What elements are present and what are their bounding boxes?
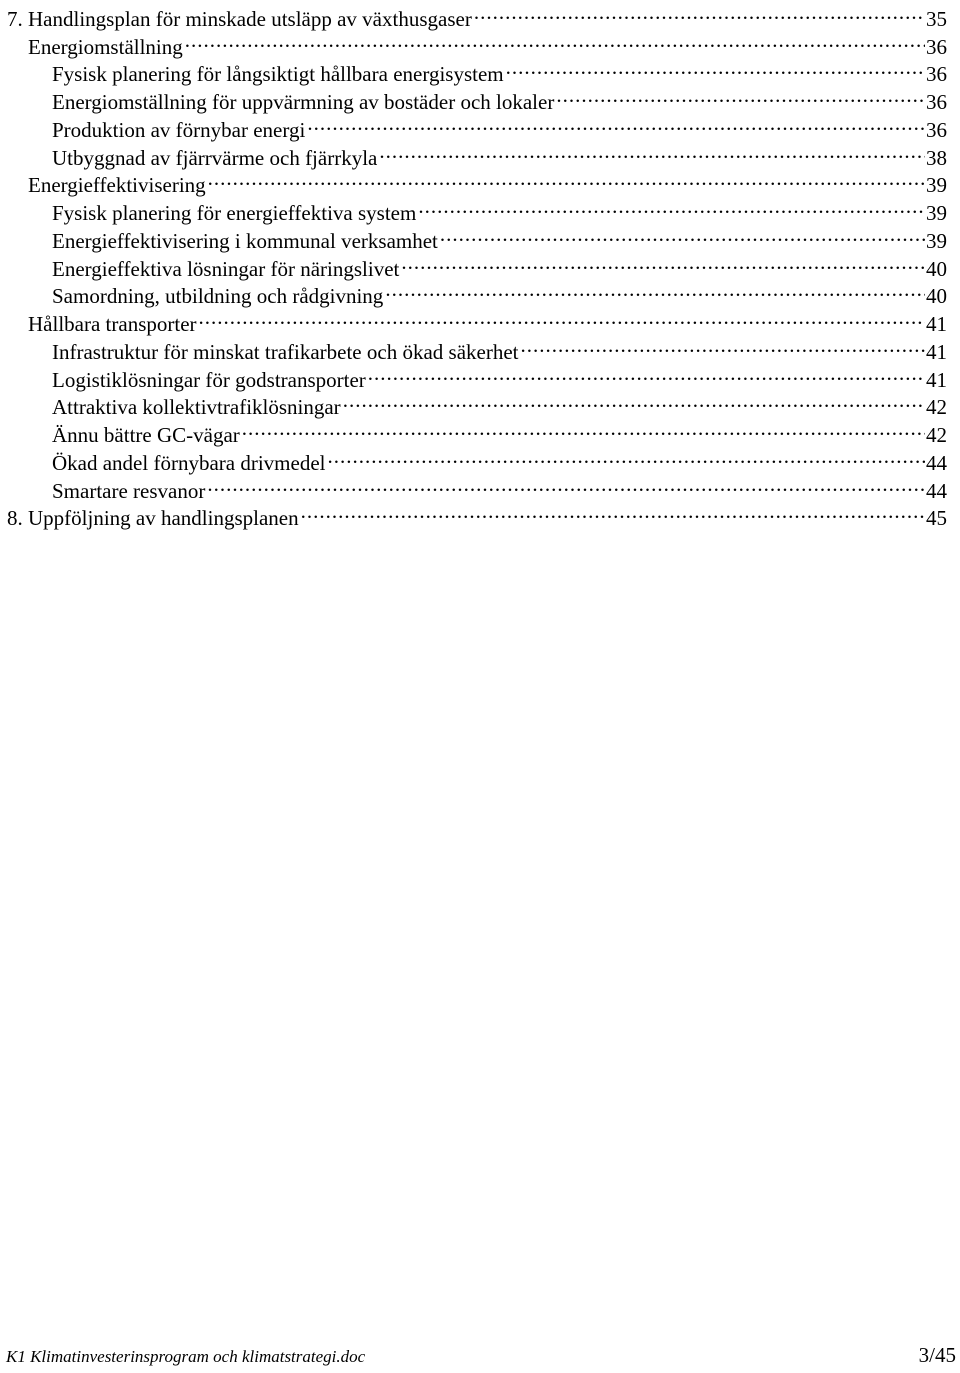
toc-entry-page: 35: [926, 7, 947, 31]
toc-entry-title: Produktion av förnybar energi: [52, 118, 306, 142]
toc-entry-page: 41: [926, 340, 947, 364]
toc-dot-leader: [327, 442, 925, 470]
toc-entry-level3[interactable]: [52, 53, 947, 86]
toc-entry-title: Energieffektivisering: [28, 173, 206, 197]
toc-entry-page: 41: [926, 368, 947, 392]
toc-entry-level3[interactable]: [52, 137, 947, 170]
toc-dot-leader: [208, 164, 925, 192]
toc-entry-title: Logistiklösningar för godstransporter: [52, 368, 366, 392]
toc-entry-level3[interactable]: [52, 442, 947, 475]
toc-entry-title: Ännu bättre GC-vägar: [52, 423, 240, 447]
toc-entry-level2[interactable]: [28, 26, 947, 59]
toc-entry-level3[interactable]: [52, 109, 947, 142]
toc-entry-level3[interactable]: [52, 331, 947, 364]
toc-entry-level3[interactable]: [52, 192, 947, 225]
toc-entry-page: 45: [926, 506, 947, 530]
toc-entry-title: Handlingsplan för minskade utsläpp av växthusgaser: [28, 7, 472, 31]
toc-entry-number: 7.: [7, 7, 23, 31]
toc-entry-title: Energiomställning för uppvärmning av bostäder och lokaler: [52, 90, 555, 114]
toc-entry-title: Energieffektivisering i kommunal verksamhet: [52, 229, 438, 253]
footer-page-indicator: 3/45: [918, 1343, 956, 1367]
toc-entry-title: Attraktiva kollektivtrafiklösningar: [52, 395, 341, 419]
toc-entry-page: 36: [926, 118, 947, 142]
toc-entry-page: 40: [926, 257, 947, 281]
toc-entry-page: 36: [926, 35, 947, 59]
toc-entry-page: 42: [926, 423, 947, 447]
toc-dot-leader: [440, 220, 925, 248]
toc-entry-level3[interactable]: [52, 470, 947, 503]
toc-dot-leader: [199, 303, 925, 331]
toc-entry-number: 8.: [7, 506, 23, 530]
toc-entry-title: Ökad andel förnybara drivmedel: [52, 451, 326, 475]
toc-dot-leader: [301, 497, 925, 525]
toc-dot-leader: [379, 137, 925, 165]
toc-dot-leader: [520, 331, 925, 359]
toc-entry-title: Energiomställning: [28, 35, 183, 59]
toc-dot-leader: [307, 109, 925, 137]
page-footer: [6, 1343, 960, 1373]
toc-dot-leader: [506, 53, 925, 81]
toc-dot-leader: [556, 81, 925, 109]
toc-entry-title: Fysisk planering för långsiktigt hållbara energisystem: [52, 62, 504, 86]
toc-entry-page: 42: [926, 395, 947, 419]
toc-entry-page: 36: [926, 62, 947, 86]
toc-entry-page: 38: [926, 146, 947, 170]
toc-dot-leader: [343, 386, 925, 414]
toc-entry-level3[interactable]: [52, 275, 947, 308]
toc-entry-level1[interactable]: [7, 0, 947, 31]
toc-dot-leader: [401, 248, 925, 276]
toc-dot-leader: [242, 414, 925, 442]
toc-dot-leader: [418, 192, 925, 220]
toc-entry-title: Samordning, utbildning och rådgivning: [52, 284, 384, 308]
toc-entry-page: 41: [926, 312, 947, 336]
toc-entry-title: Smartare resvanor: [52, 479, 206, 503]
toc-entry-level3[interactable]: [52, 248, 947, 281]
toc-entry-level3[interactable]: [52, 81, 947, 114]
toc-dot-leader: [385, 275, 925, 303]
toc-entry-page: 39: [926, 173, 947, 197]
toc-entry-page: 44: [926, 479, 947, 503]
toc-dot-leader: [474, 0, 925, 26]
toc-entry-title: Fysisk planering för energieffektiva system: [52, 201, 417, 225]
toc-entry-page: 39: [926, 201, 947, 225]
toc-entry-page: 39: [926, 229, 947, 253]
toc-entry-level2[interactable]: [28, 164, 947, 197]
toc-entry-title: Utbyggnad av fjärrvärme och fjärrkyla: [52, 146, 378, 170]
toc-dot-leader: [185, 26, 925, 54]
toc-entry-page: 44: [926, 451, 947, 475]
toc-entry-title: Energieffektiva lösningar för näringslivet: [52, 257, 400, 281]
toc-entry-level3[interactable]: [52, 359, 947, 392]
toc-entry-level2[interactable]: [28, 303, 947, 336]
toc-dot-leader: [368, 359, 925, 387]
toc-entry-page: 40: [926, 284, 947, 308]
toc-entry-title: Hållbara transporter: [28, 312, 197, 336]
toc-entry-title: Infrastruktur för minskat trafikarbete och ökad säkerhet: [52, 340, 519, 364]
footer-document-name: K1 Klimatinvesterinsprogram och klimatstrategi.doc: [6, 1347, 366, 1366]
toc-dot-leader: [207, 470, 925, 498]
toc-entry-level3[interactable]: [52, 220, 947, 253]
toc-entry-title: Uppföljning av handlingsplanen: [28, 506, 299, 530]
toc-entry-level3[interactable]: [52, 386, 947, 419]
toc-entry-level3[interactable]: [52, 414, 947, 447]
toc-entry-level1[interactable]: [7, 497, 947, 530]
toc-entry-page: 36: [926, 90, 947, 114]
